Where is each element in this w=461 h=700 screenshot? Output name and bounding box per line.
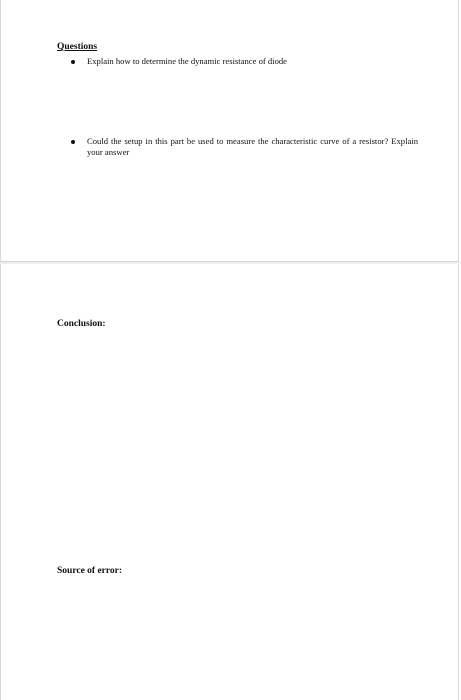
question-item-2 xyxy=(57,136,418,158)
question-list xyxy=(57,56,418,67)
question-text: Could the setup in this part be used to measure the characteristic curve of a resistor? Explain your answer xyxy=(87,136,418,157)
document-page-2 xyxy=(0,264,459,700)
conclusion-heading: Conclusion: xyxy=(57,319,106,329)
source-of-error-heading: Source of error: xyxy=(57,566,123,576)
question-list-continued xyxy=(57,136,418,158)
bullet-icon xyxy=(71,60,75,64)
question-text: Explain how to determine the dynamic resistance of diode xyxy=(87,56,287,66)
question-item-1 xyxy=(57,56,418,67)
document-page-1 xyxy=(0,0,459,262)
questions-heading: Questions xyxy=(57,42,98,52)
bullet-icon xyxy=(71,140,75,144)
